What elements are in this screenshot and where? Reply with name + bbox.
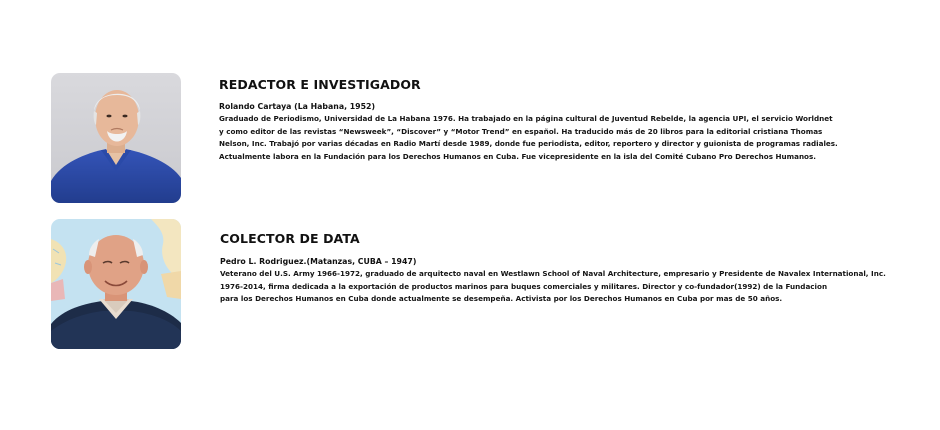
bio-line: Nelson, Inc. Trabajó por varias décadas en Radio Martí desde 1989, donde fue periodista, editor, reportero y director y guionista de programas radiales.	[219, 139, 838, 148]
bio-line: y como editor de las revistas “Newsweek”, “Discover” y “Motor Trend” en español. Ha traducido más de 20 libros para la editorial cristiana Thomas	[219, 126, 823, 136]
bio-text	[220, 268, 920, 306]
profile-info	[219, 73, 919, 163]
bio-line: Graduado de Periodismo, Universidad de La Habana 1976. Ha trabajado en la página cultural de Juventud Rebelde, la agencia UPI, el servicio Worldnet	[219, 114, 833, 123]
person-name: Pedro L. Rodriguez.(Matanzas, CUBA – 1947)	[220, 257, 417, 266]
person-name: Rolando Cartaya (La Habana, 1952)	[219, 102, 376, 111]
role-title: REDACTOR E INVESTIGADOR	[219, 77, 421, 92]
profile-photo-rolando-cartaya	[51, 73, 181, 203]
bio-line: para los Derechos Humanos en Cuba donde actualmente se desempeña. Activista por los Derechos Humanos en Cuba por mas de 50 años.	[220, 294, 783, 303]
role-title: COLECTOR DE DATA	[220, 231, 360, 246]
bio-line: Actualmente labora en la Fundación para los Derechos Humanos en Cuba. Fue vicepresidente en la isla del Comité Cubano Pro Derechos Humanos.	[219, 151, 817, 161]
bio-line: Veterano del U.S. Army 1966-1972, graduado de arquitecto naval en Westlawn School of Naval Architecture, empresario y Presidente de Navalex International, Inc.	[220, 269, 886, 278]
profile-info	[220, 219, 920, 306]
bio-text	[219, 113, 919, 163]
bio-line: 1976-2014, firma dedicada a la exportación de productos marinos para buques comerciales y militares. Director y co-fundador(1992) de la Fundacion	[220, 281, 828, 291]
profile-photo-pedro-rodriguez	[51, 219, 181, 349]
